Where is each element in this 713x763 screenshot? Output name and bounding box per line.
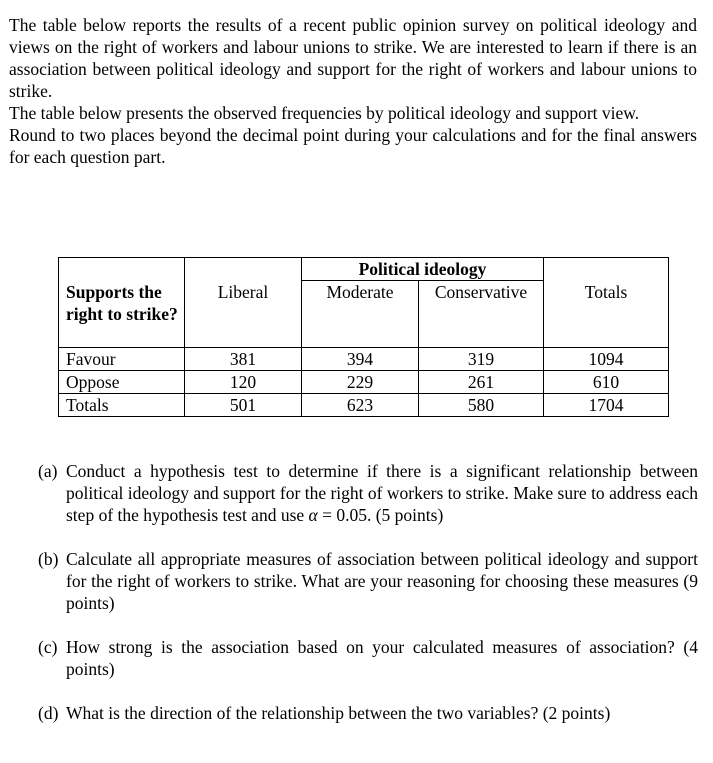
question-marker: (a): [38, 461, 58, 481]
column-header-totals: Totals: [544, 281, 669, 348]
question-a-text-end: = 0.05. (5 points): [317, 505, 444, 525]
alpha-symbol: α: [308, 505, 318, 525]
question-b: [38, 548, 698, 614]
question-marker: (d): [38, 703, 59, 723]
cell-grand-total: 1704: [544, 394, 669, 417]
cell-oppose-conservative: 261: [419, 371, 544, 394]
question-b-text: Calculate all appropriate measures of association between political ideology and support for the right of workers to strike. What are your reasoning for choosing these measures (9 points): [66, 549, 698, 613]
intro-paragraph-2: The table below presents the observed frequencies by political ideology and support view.: [9, 103, 640, 123]
column-header-liberal: Liberal: [185, 281, 302, 348]
question-d-text: What is the direction of the relationship between the two variables? (2 points): [66, 703, 611, 723]
cell-favour-moderate: 394: [302, 348, 419, 371]
table-row-favour: [59, 348, 669, 371]
intro-paragraph-3: Round to two places beyond the decimal point during your calculations and for the final answers for each question part.: [9, 125, 697, 167]
question-a: [38, 460, 698, 526]
question-marker: (c): [38, 637, 58, 657]
frequency-table-container: [58, 257, 669, 417]
row-label-favour: Favour: [59, 348, 185, 371]
cell-total-moderate: 623: [302, 394, 419, 417]
question-c-text: How strong is the association based on your calculated measures of association? (4 points): [66, 637, 698, 679]
question-c: [38, 636, 698, 680]
cell-oppose-moderate: 229: [302, 371, 419, 394]
cell-oppose-total: 610: [544, 371, 669, 394]
question-marker: (b): [38, 549, 59, 569]
column-header-conservative: Conservative: [419, 281, 544, 348]
row-label-oppose: Oppose: [59, 371, 185, 394]
cell-favour-total: 1094: [544, 348, 669, 371]
intro-text: [9, 14, 697, 168]
cell-favour-conservative: 319: [419, 348, 544, 371]
table-row-oppose: [59, 371, 669, 394]
row-header-supports-strike: Supports the right to strike?: [59, 281, 185, 348]
cell-total-liberal: 501: [185, 394, 302, 417]
intro-paragraph-1: The table below reports the results of a recent public opinion survey on political ideology and views on the right of workers and labour unions to strike. We are interested to learn if there is an association between political ideology and support for the right of workers and labour unions to strike.: [9, 15, 697, 101]
question-list: [38, 460, 698, 746]
group-header-political-ideology: Political ideology: [302, 258, 544, 281]
table-spacer-cell: [544, 258, 669, 281]
question-d: [38, 702, 698, 724]
frequency-table: [58, 257, 669, 417]
cell-total-conservative: 580: [419, 394, 544, 417]
cell-favour-liberal: 381: [185, 348, 302, 371]
table-group-header-row: [59, 258, 669, 281]
table-row-totals: [59, 394, 669, 417]
table-spacer-cell: [185, 258, 302, 281]
table-column-header-row: [59, 281, 669, 348]
column-header-moderate: Moderate: [302, 281, 419, 348]
cell-oppose-liberal: 120: [185, 371, 302, 394]
row-label-totals: Totals: [59, 394, 185, 417]
table-corner-cell: [59, 258, 185, 281]
question-a-text: Conduct a hypothesis test to determine if there is a significant relationship between political ideology and support for the right of workers to strike. Make sure to address each step of the hypothesis test and use: [66, 461, 698, 525]
